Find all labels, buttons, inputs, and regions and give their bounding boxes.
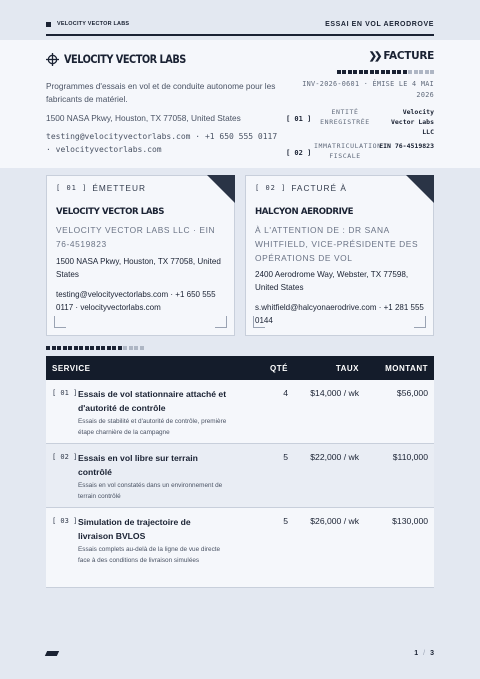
meta-index: [ 02 ] <box>286 149 312 157</box>
issuer-card <box>46 175 235 336</box>
invoice-title <box>369 50 434 62</box>
top-bar-project: ESSAI EN VOL AERODROVE <box>325 20 434 28</box>
row-service: Simulation de trajectoire de livraison BVLOS <box>78 517 191 541</box>
total-pages: 3 <box>430 650 434 657</box>
col-rate: TAUX <box>335 364 359 373</box>
page-indicator: 1 / 3 <box>414 650 434 657</box>
col-service: SERVICE <box>52 364 91 373</box>
table-progress-dots <box>46 346 144 350</box>
billed-card <box>245 175 434 336</box>
meta-index: [ 01 ] <box>286 115 312 123</box>
billed-heading <box>255 183 347 193</box>
billed-index: [ 02 ] <box>255 184 287 192</box>
corner-tab-icon <box>207 175 235 203</box>
bracket-corner-icon <box>215 316 227 328</box>
row-service: Essais en vol libre sur terrain contrôlé <box>78 453 198 477</box>
company-address: 1500 NASA Pkwy, Houston, TX 77058, United States <box>46 113 241 123</box>
meta-value: Velocity Vector Labs LLC <box>390 108 434 136</box>
top-bar-brand <box>46 21 129 27</box>
issuer-contact: testing@velocityvectorlabs.com · +1 650 555 0117 · velocityvectorlabs.com <box>56 290 216 312</box>
invoice-number: INV-2026-0601 · ÉMISE LE 4 MAI 2026 <box>302 80 434 99</box>
row-description: Essais de stabilité et d'autorité de contrôle, première étape charnière de la campagne <box>78 418 227 436</box>
company-name: VELOCITY VECTOR LABS <box>64 52 186 66</box>
issuer-address: 1500 NASA Pkwy, Houston, TX 77058, United States <box>56 257 221 279</box>
col-amount: MONTANT <box>385 364 428 373</box>
corner-tab-icon <box>406 175 434 203</box>
company-tagline: Programmes d'essais en vol et de conduite autonome pour les fabricants de matériel. <box>46 81 276 104</box>
row-rate: $14,000 / wk <box>310 388 359 398</box>
double-chevron-right-icon: ❯❯ <box>368 50 380 62</box>
col-qty: QTÉ <box>270 364 288 373</box>
row-service: Essais de vol stationnaire attaché et d'autorité de contrôle <box>78 389 227 413</box>
page-footer <box>46 650 434 657</box>
issuer-heading-label: ÉMETTEUR <box>92 183 146 193</box>
issuer-index: [ 01 ] <box>56 184 88 192</box>
row-qty: 4 <box>283 388 288 398</box>
billed-heading-label: FACTURÉ À <box>291 183 347 193</box>
meta-row-entity <box>286 107 434 137</box>
invoice-title-label: FACTURE <box>383 50 434 62</box>
bracket-corner-icon <box>54 316 66 328</box>
current-page: 1 <box>414 650 419 657</box>
row-rate: $22,000 / wk <box>310 452 359 462</box>
row-qty: 5 <box>283 516 288 526</box>
meta-row-tax <box>286 141 434 161</box>
row-index: [ 01 ] <box>52 389 78 397</box>
row-amount: $56,000 <box>396 388 428 398</box>
row-amount: $130,000 <box>392 516 428 526</box>
square-icon <box>46 22 51 27</box>
table-row <box>46 380 434 444</box>
company-brand <box>46 52 207 66</box>
bracket-corner-icon <box>414 316 426 328</box>
row-description: Essais complets au-delà de la ligne de vue directe face à des conditions de livraison simulées <box>78 546 221 564</box>
row-index: [ 02 ] <box>52 453 78 461</box>
slash-mark-icon <box>45 651 59 656</box>
top-bar <box>46 14 434 36</box>
meta-label: IMMATRICULATION FISCALE <box>314 142 382 160</box>
table-row <box>46 444 434 508</box>
issuer-heading <box>56 183 146 193</box>
row-rate: $26,000 / wk <box>310 516 359 526</box>
billed-address: 2400 Aerodrome Way, Webster, TX 77598, United States <box>255 270 409 292</box>
issuer-name: VELOCITY VECTOR LABS <box>56 207 165 217</box>
bracket-corner-icon <box>253 316 265 328</box>
table-header <box>46 356 434 380</box>
table-row <box>46 508 434 588</box>
row-amount: $110,000 <box>392 452 428 462</box>
row-description: Essais en vol constatés dans un environnement de terrain contrôlé <box>78 482 223 500</box>
meta-value: EIN 76-4519823 <box>379 142 434 150</box>
invoice-progress-dots <box>337 70 435 74</box>
row-index: [ 03 ] <box>52 517 78 525</box>
billed-attention: À L'ATTENTION DE : DR SANA WHITFIELD, VICE-PRÉSIDENTE DES OPÉRATIONS DE VOL <box>255 225 419 263</box>
top-bar-brand-label: VELOCITY VECTOR LABS <box>57 21 130 27</box>
issuer-legal: VELOCITY VECTOR LABS LLC · EIN 76-4519823 <box>56 225 216 249</box>
crosshair-icon <box>46 53 59 66</box>
billed-contact: s.whitfield@halcyonaerodrive.com · +1 281 555 0144 <box>255 303 424 325</box>
meta-label: ENTITÉ ENREGISTRÉE <box>320 108 370 126</box>
billed-name: HALCYON AERODRIVE <box>255 207 354 217</box>
row-qty: 5 <box>283 452 288 462</box>
company-contact: testing@velocityvectorlabs.com · +1 650 555 0117 · velocityvectorlabs.com <box>46 132 278 154</box>
